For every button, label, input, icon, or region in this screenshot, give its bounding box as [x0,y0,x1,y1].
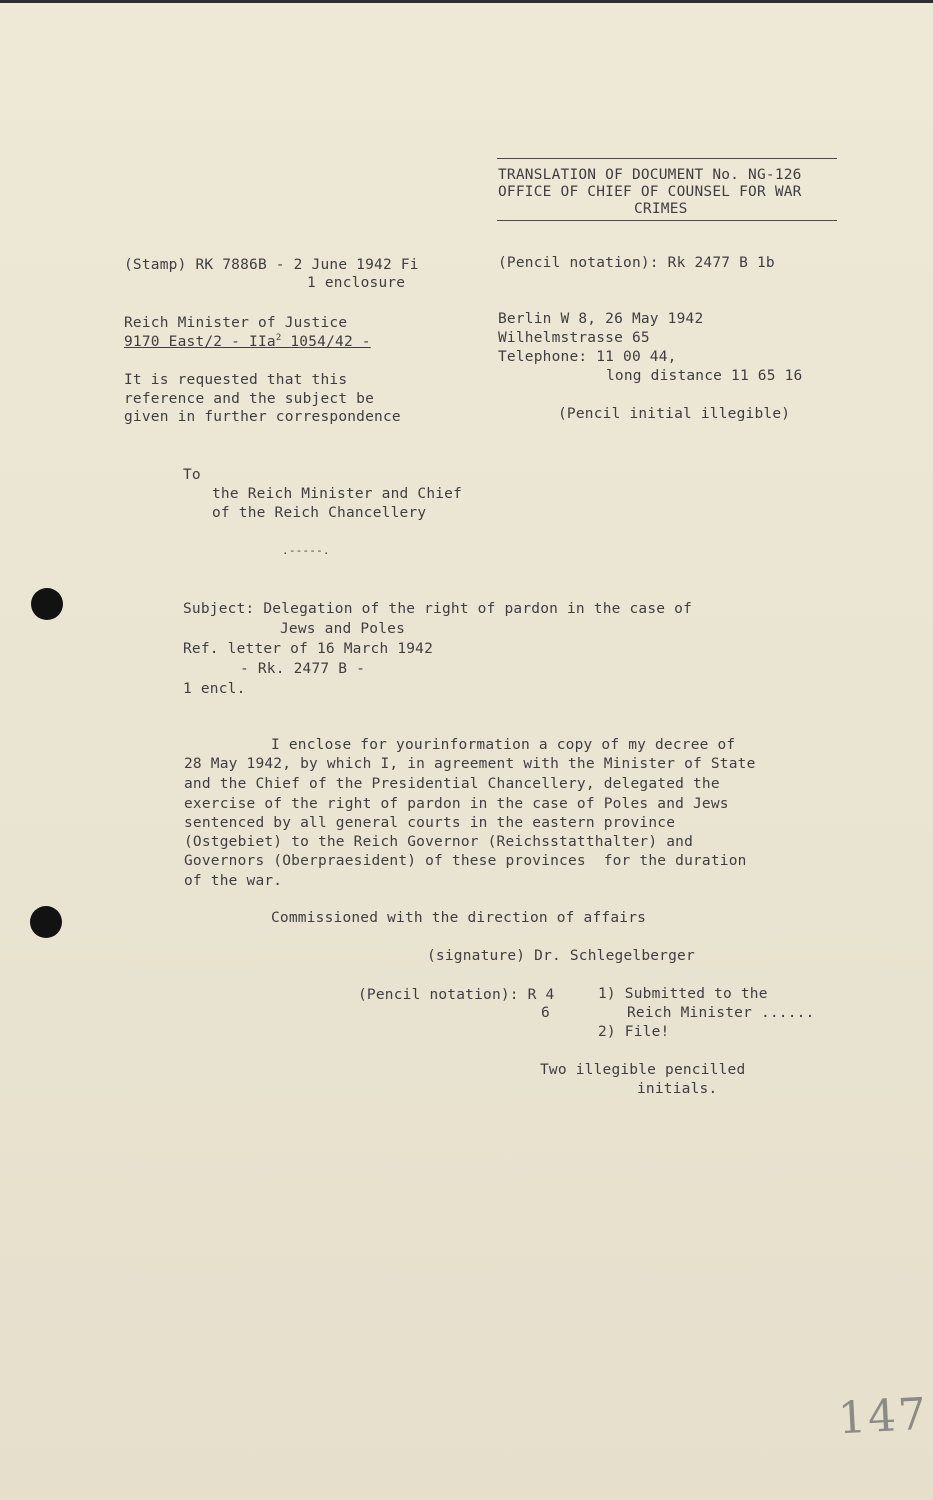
sender-ref-sup: 2 [275,333,282,343]
sender-ref-post: 1054/42 - [281,334,371,350]
body-line-3: and the Chief of the Presidential Chancellery, delegated the [184,776,720,792]
ref-line-2: - Rk. 2477 B - [240,661,366,677]
header-line-3: CRIMES [634,201,688,217]
body-line-7: Governors (Oberpraesident) of these provinces for the duration [184,853,747,869]
recipient-line-2: of the Reich Chancellery [212,505,427,521]
page-number: 147 [836,1388,930,1445]
telephone: Telephone: 11 00 44, [498,349,677,365]
header-rule-bottom [497,220,837,221]
recipient-to: To [183,467,201,483]
recipient-line-1: the Reich Minister and Chief [212,486,463,502]
body-line-6: (Ostgebiet) to the Reich Governor (Reichsstatthalter) and [184,834,693,850]
sender-ref-pre: 9170 East/2 - IIa [124,334,276,350]
body-line-2: 28 May 1942, by which I, in agreement with the Minister of State [184,756,756,772]
body-line-1: I enclose for yourinformation a copy of my decree of [271,737,736,753]
body-line-5: sentenced by all general courts in the eastern province [184,815,676,831]
body-line-4: exercise of the right of pardon in the case of Poles and Jews [184,796,729,812]
sender-reference [124,333,371,352]
punch-hole-top [31,588,63,620]
subject-line-1: Subject: Delegation of the right of pardon in the case of [183,601,692,617]
sender-line-1: Reich Minister of Justice [124,315,348,331]
separator-mark: .-----. [282,544,330,557]
initials-line-2: initials. [637,1081,718,1097]
subject-line-2: Jews and Poles [280,621,406,637]
long-distance: long distance 11 65 16 [606,368,803,384]
stamp-line-2: 1 enclosure [307,275,406,291]
commissioned-line: Commissioned with the direction of affairs [271,910,647,926]
request-line-1: It is requested that this [124,372,348,388]
address-line-1: Berlin W 8, 26 May 1942 [498,311,704,327]
header-rule-top [497,158,837,159]
closing-item-2: 2) File! [598,1024,670,1040]
closing-item-1: 1) Submitted to the [598,986,768,1002]
request-line-2: reference and the subject be [124,391,375,407]
stamp-line-1: (Stamp) RK 7886B - 2 June 1942 Fi [124,257,419,273]
punch-hole-bottom [30,906,62,938]
ref-line-1: Ref. letter of 16 March 1942 [183,641,434,657]
request-line-3: given in further correspondence [124,409,401,425]
body-line-8: of the war. [184,873,283,889]
closing-pencil-number: 6 [541,1005,550,1021]
pencil-notation: (Pencil notation): Rk 2477 B 1b [498,255,775,271]
address-line-2: Wilhelmstrasse 65 [498,330,650,346]
header-line-1: TRANSLATION OF DOCUMENT No. NG-126 [498,167,802,183]
closing-pencil-label: (Pencil notation): R 4 [358,987,555,1003]
pencil-initial: (Pencil initial illegible) [558,406,791,422]
signature-line: (signature) Dr. Schlegelberger [427,948,695,964]
header-line-2: OFFICE OF CHIEF OF COUNSEL FOR WAR [498,184,802,200]
closing-item-1b: Reich Minister ...... [627,1005,815,1021]
initials-line-1: Two illegible pencilled [540,1062,746,1078]
enclosure-count: 1 encl. [183,681,246,697]
